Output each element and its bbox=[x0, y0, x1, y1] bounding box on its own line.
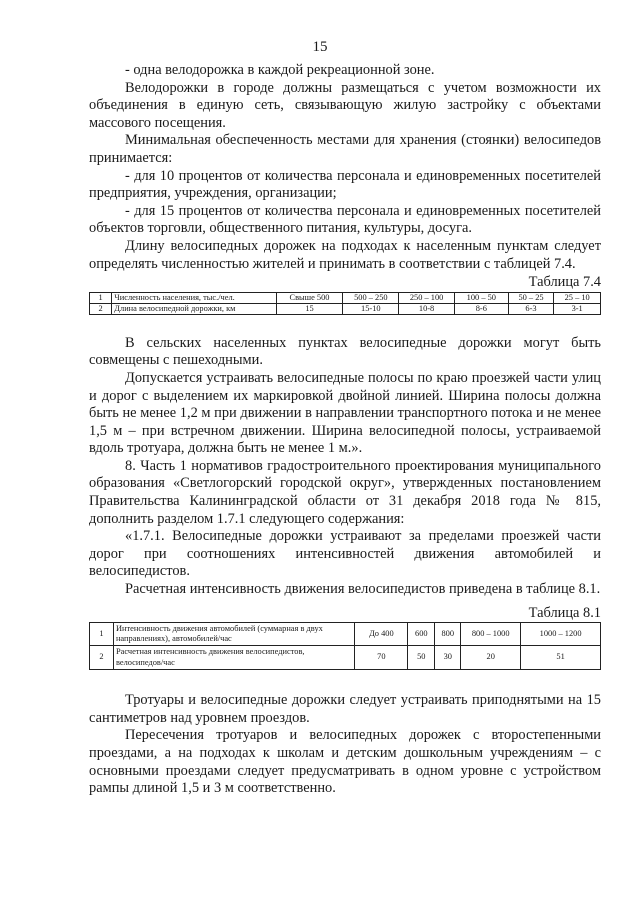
table-cell: 100 – 50 bbox=[454, 292, 508, 303]
table-cell: 2 bbox=[90, 303, 112, 314]
table-cell: 250 – 100 bbox=[399, 292, 455, 303]
page-number: 15 bbox=[312, 39, 328, 55]
table-cell: 15-10 bbox=[343, 303, 399, 314]
table-cell: До 400 bbox=[355, 623, 408, 646]
paragraph-rural: В сельских населенных пунктах велосипедные дорожки могут быть совмещены с пешеходными. bbox=[89, 334, 601, 369]
bullet-recreation-zone: - одна велодорожка в каждой рекреационной зоне. bbox=[125, 62, 435, 78]
table-cell: 800 bbox=[435, 623, 461, 646]
paragraph-intensity: Расчетная интенсивность движения велосипедистов приведена в таблице 8.1. bbox=[125, 581, 601, 598]
table-cell: 600 bbox=[408, 623, 435, 646]
table-cell: 3-1 bbox=[554, 303, 601, 314]
paragraph-path-length: Длину велосипедных дорожек на подходах к населенным пунктам следует определять численностью жителей и принимать в соответствии с таблицей 7.4. bbox=[89, 237, 601, 272]
paragraph-parking: Минимальная обеспеченность местами для хранения (стоянки) велосипедов принимается: bbox=[89, 132, 601, 166]
table-cell: 50 bbox=[408, 646, 435, 670]
table-8-1-caption: Таблица 8.1 bbox=[528, 604, 601, 621]
table-cell: 50 – 25 bbox=[508, 292, 554, 303]
bullet-15-percent: - для 15 процентов от количества персонала и единовременных посетителей объектов торговли, общественного питания, культуры, досуга. bbox=[89, 202, 601, 237]
table-8-1 bbox=[89, 622, 601, 670]
table-7-4 bbox=[89, 292, 601, 315]
table-cell: Свыше 500 bbox=[276, 292, 343, 303]
table-cell: 500 – 250 bbox=[343, 292, 399, 303]
paragraph-network: Велодорожки в городе должны размещаться с учетом возможности их объединения в единую сеть, связывающую жилую застройку с объектами массового посещения. bbox=[89, 79, 601, 131]
document-body bbox=[89, 62, 601, 798]
table-cell: 10-8 bbox=[399, 303, 455, 314]
table-cell: 30 bbox=[435, 646, 461, 670]
table-cell: 6-3 bbox=[508, 303, 554, 314]
table-row bbox=[90, 646, 601, 670]
paragraph-section-1-7-1: «1.7.1. Велосипедные дорожки устраивают за пределами проезжей части дорог при соотношениях интенсивностей движения автомобилей и велосипедистов. bbox=[89, 528, 601, 580]
table-cell: 70 bbox=[355, 646, 408, 670]
table-cell: 2 bbox=[90, 646, 114, 670]
table-cell: 25 – 10 bbox=[554, 292, 601, 303]
paragraph-item-8: 8. Часть 1 нормативов градостроительного проектирования муниципального образования «Светлогорский городской округ», утвержденных постановлением Правительства Калининградской области от 31 декабря 2018 года № 815, дополнить разделом 1.7.1 следующего содержания: bbox=[89, 457, 601, 527]
table-cell: Интенсивность движения автомобилей (суммарная в двух направлениях), автомобилей/час bbox=[113, 623, 354, 646]
table-cell: Длина велосипедной дорожки, км bbox=[112, 303, 276, 314]
table-7-4-caption: Таблица 7.4 bbox=[528, 274, 601, 291]
table-cell: 20 bbox=[461, 646, 521, 670]
table-cell: 51 bbox=[521, 646, 601, 670]
table-cell: 1 bbox=[90, 623, 114, 646]
table-cell: 15 bbox=[276, 303, 343, 314]
paragraph-crossings: Пересечения тротуаров и велосипедных дорожек с второстепенными проездами, а на подходах к школам и детским дошкольным учреждениям – с основными проездами следует предусматривать в одном уровне с устройством рампы длиной 1,5 и 3 м соответственно. bbox=[89, 727, 601, 797]
table-cell: 1000 – 1200 bbox=[521, 623, 601, 646]
table-cell: 800 – 1000 bbox=[461, 623, 521, 646]
table-cell: 8-6 bbox=[454, 303, 508, 314]
table-cell: Численность населения, тыс./чел. bbox=[112, 292, 276, 303]
table-row bbox=[90, 623, 601, 646]
paragraph-raised-paths: Тротуары и велосипедные дорожки следует устраивать приподнятыми на 15 сантиметров над уровнем проездов. bbox=[89, 692, 601, 726]
bullet-10-percent: - для 10 процентов от количества персонала и единовременных посетителей предприятия, учреждения, организации; bbox=[89, 167, 601, 202]
paragraph-bike-lanes: Допускается устраивать велосипедные полосы по краю проезжей части улиц и дорог с выделением их маркировкой двойной линией. Ширина полосы должна быть не менее 1,2 м при движении в направлении транспортного потока и не менее 1,5 м – при встречном движении. Ширина велосипедной полосы, устраиваемой вдоль тротуара, должна быть не менее 1 м.». bbox=[89, 369, 601, 457]
table-row bbox=[90, 292, 601, 303]
table-cell: Расчетная интенсивность движения велосипедистов, велосипедов/час bbox=[113, 646, 354, 670]
table-cell: 1 bbox=[90, 292, 112, 303]
table-row bbox=[90, 303, 601, 314]
